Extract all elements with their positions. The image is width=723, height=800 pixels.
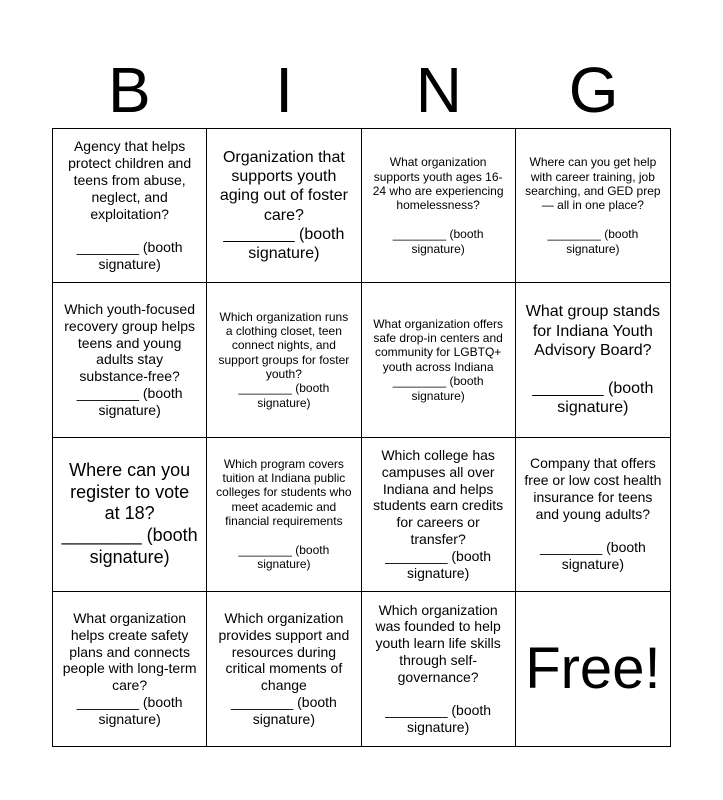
bingo-cell-r1-c3[interactable] xyxy=(362,129,516,283)
cell-text: What organization offers safe drop-in centers and community for LGBTQ+ youth across Indiana ________ (booth signature) xyxy=(373,316,504,403)
cell-text: Which youth-focused recovery group helps teens and young adults stay substance-free? ________ (booth signature) xyxy=(64,301,195,418)
cell-text: Which program covers tuition at Indiana public colleges for students who meet academic and financial requirements ________ (booth signature) xyxy=(216,456,352,572)
header-letter-i: I xyxy=(275,54,294,126)
cell-text: Which organization was founded to help youth learn life skills through self-governance? ________ (booth signature) xyxy=(375,601,501,736)
cell-text: Where can you get help with career training, job searching, and GED prep — all in one place? ________ (booth signature) xyxy=(525,155,661,256)
bingo-cell-r1-c1[interactable] xyxy=(53,129,207,283)
cell-text: Agency that helps protect children and teens from abuse, neglect, and exploitation? ________ (booth signature) xyxy=(68,138,192,273)
bingo-cell-r4-c1[interactable] xyxy=(53,592,207,746)
cell-text: Company that offers free or low cost health insurance for teens and young adults? ________ (booth signature) xyxy=(524,455,662,573)
cell-text: Organization that supports youth aging out of foster care? ________ (booth signature) xyxy=(219,149,348,262)
bingo-cell-r2-c1[interactable] xyxy=(53,283,207,437)
bingo-cell-r3-c3[interactable] xyxy=(362,438,516,592)
cell-text: What organization supports youth ages 16-24 who are experiencing homelessness? ________ (booth signature) xyxy=(372,155,504,256)
bingo-cell-r3-c1[interactable] xyxy=(53,438,207,592)
cell-text: Which organization provides support and resources during critical moments of change ________ (booth signature) xyxy=(218,610,350,727)
header-letter-n: N xyxy=(415,54,462,126)
header-letter-b: B xyxy=(108,54,151,126)
bingo-cell-r4-c3[interactable] xyxy=(362,592,516,746)
bingo-cell-r1-c2[interactable] xyxy=(207,129,361,283)
bingo-grid xyxy=(52,128,671,747)
free-space-text: Free! xyxy=(525,635,661,701)
bingo-cell-r2-c2[interactable] xyxy=(207,283,361,437)
bingo-cell-r2-c3[interactable] xyxy=(362,283,516,437)
bingo-header xyxy=(52,55,671,125)
bingo-cell-r3-c4[interactable] xyxy=(516,438,670,592)
bingo-cell-r2-c4[interactable] xyxy=(516,283,670,437)
cell-text: What organization helps create safety plans and connects people with long-term care? ________ (booth signature) xyxy=(62,610,197,727)
cell-text: Where can you register to vote at 18? ________ (booth signature) xyxy=(61,460,198,567)
bingo-cell-r3-c2[interactable] xyxy=(207,438,361,592)
header-letter-g: G xyxy=(568,54,619,126)
cell-text: Which organization runs a clothing closet, teen connect nights, and support groups for foster youth? ________ (booth signature) xyxy=(218,309,350,410)
cell-text: Which college has campuses all over Indiana and helps students earn credits for careers or transfer? ________ (booth signature) xyxy=(373,446,504,581)
bingo-cell-r4-c2[interactable] xyxy=(207,592,361,746)
bingo-cell-free[interactable] xyxy=(516,592,670,746)
bingo-cell-r1-c4[interactable] xyxy=(516,129,670,283)
cell-text: What group stands for Indiana Youth Advisory Board? ________ (booth signature) xyxy=(525,303,661,417)
